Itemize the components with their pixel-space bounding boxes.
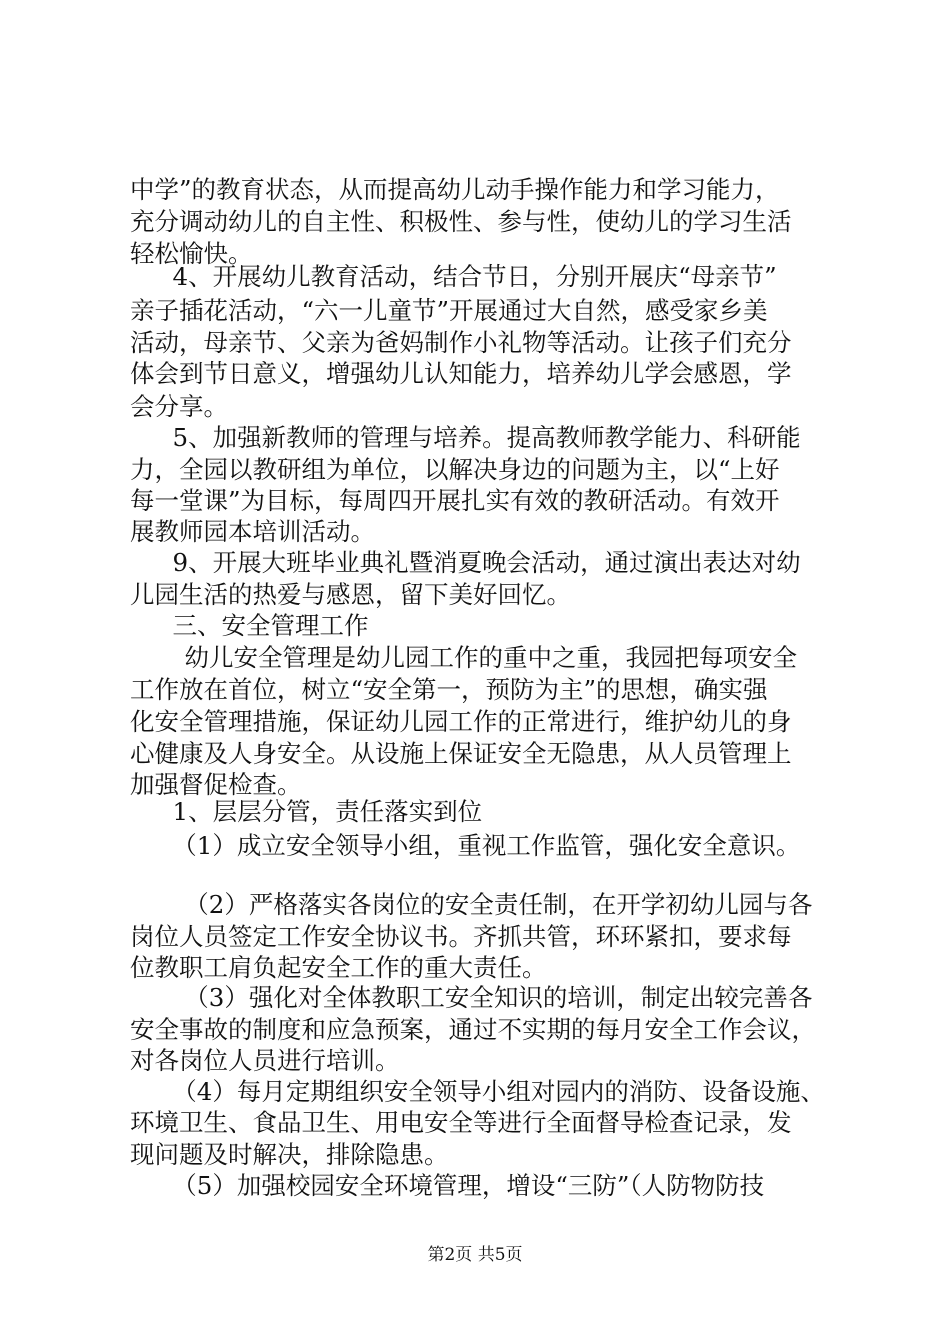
page-number-footer: 第2页 共5页 [427, 1245, 523, 1265]
text-line: 9、开展大班毕业典礼暨消夏晚会活动，通过演出表达对幼 [148, 548, 801, 577]
text-line: 亲子插花活动，“六一儿童节”开展通过大自然，感受家乡美 [130, 296, 768, 325]
text-line: 体会到节日意义，增强幼儿认知能力，培养幼儿学会感恩，学 [130, 359, 792, 388]
text-line: 位教职工肩负起安全工作的重大责任。 [130, 953, 547, 982]
text-line: 活动，母亲节、父亲为爸妈制作小礼物等活动。让孩子们充分 [130, 328, 792, 357]
text-line: 安全事故的制度和应急预案，通过不实期的每月安全工作会议， [130, 1015, 816, 1044]
text-line: 环境卫生、食品卫生、用电安全等进行全面督导检查记录，发 [130, 1108, 792, 1137]
text-line: 儿园生活的热爱与感恩，留下美好回忆。 [130, 580, 571, 609]
text-line: （2）严格落实各岗位的安全责任制，在开学初幼儿园与各 [172, 890, 813, 919]
text-line: 轻松愉快。 [130, 239, 253, 268]
text-line: 对各岗位人员进行培训。 [130, 1046, 400, 1075]
text-line: 化安全管理措施，保证幼儿园工作的正常进行，维护幼儿的身 [130, 707, 792, 736]
text-line: 力，全园以教研组为单位，以解决身边的问题为主，以“上好 [130, 455, 780, 484]
text-line: 加强督促检查。 [130, 770, 302, 799]
text-line: 工作放在首位，树立“安全第一，预防为主”的思想，确实强 [130, 675, 768, 704]
text-line: 充分调动幼儿的自主性、积极性、参与性，使幼儿的学习生活 [130, 207, 792, 236]
text-line: 展教师园本培训活动。 [130, 517, 375, 546]
text-line: 中学”的教育状态，从而提高幼儿动手操作能力和学习能力， [130, 175, 780, 204]
section-heading: 三、安全管理工作 [148, 611, 369, 640]
text-line: 岗位人员签定工作安全协议书。齐抓共管，环环紧扣，要求每 [130, 922, 792, 951]
text-line: 5、加强新教师的管理与培养。提高教师教学能力、科研能 [148, 423, 801, 452]
text-line: 心健康及人身安全。从设施上保证安全无隐患，从人员管理上 [130, 739, 792, 768]
text-line: 会分享。 [130, 392, 228, 421]
text-line: （1）成立安全领导小组，重视工作监管，强化安全意识。 [160, 831, 801, 860]
text-line: （5）加强校园安全环境管理，增设“三防”（人防物防技 [160, 1171, 765, 1200]
subsection-heading: 1、层层分管，责任落实到位 [148, 797, 483, 826]
text-line: （3）强化对全体教职工安全知识的培训，制定出较完善各 [172, 983, 813, 1012]
text-line: 每一堂课”为目标，每周四开展扎实有效的教研活动。有效开 [130, 486, 780, 515]
text-line: 幼儿安全管理是幼儿园工作的重中之重，我园把每项安全 [160, 643, 797, 672]
text-line: 现问题及时解决，排除隐患。 [130, 1140, 449, 1169]
text-line: （4）每月定期组织安全领导小组对园内的消防、设备设施、 [160, 1077, 825, 1106]
text-line: 4、开展幼儿教育活动，结合节日，分别开展庆“母亲节” [148, 262, 777, 291]
